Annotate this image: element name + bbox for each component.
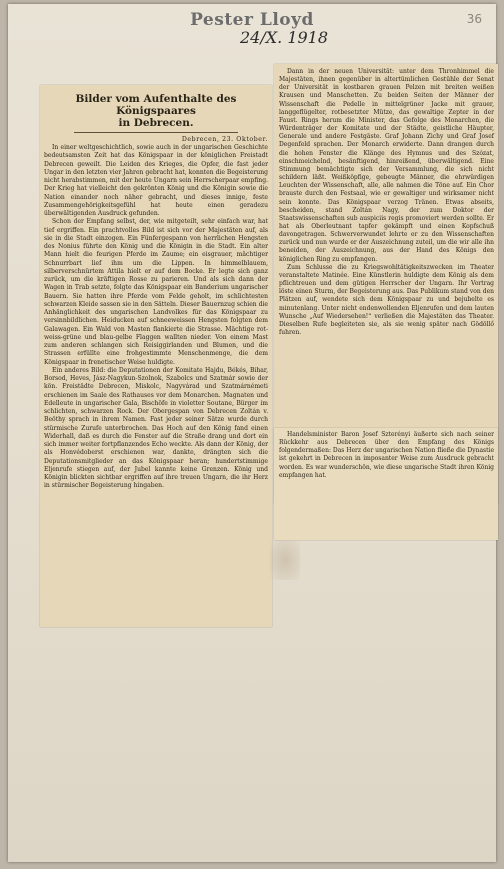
article-headline: [44, 93, 268, 129]
newspaper-masthead: Pester Lloyd: [190, 10, 314, 30]
article-paragraph: Handelsminister Baron Josef Szterényi äußerte sich nach seiner Rückkehr aus Debrecen über den Empfang des Königs folgendermaßen: Das Herz der ungarischen Nation fließe die Dynastie ist gekehrt in Debrecen in imposanter Weise zum Ausdruck gebracht worden. Es war wunderschön, wie diese ungarische Stadt ihren König empfangen hat.: [279, 431, 495, 479]
article-paragraph: Ein anderes Bild: die Deputationen der Komitate Hajdu, Békés, Bihar, Borsod, Heves, Jász-Nagykun-Szolnok, Szabolcs und Szatmár sowie der kön. Freistädte Debrecen, Miskolc, Nagyvárad und Szatmárnémeti erschienen im Saale des Rathauses vor dem Monarchen. Magnaten und Edelleute in ungarischer Gala, Bischöfe in violetter Soutane, Bürger im schlichten, schwarzen Rock. Der Obergespan von Debrecen Zoltán v. Beöthy sprach in ihrem Namen. Fast jeder seiner Sätze wurde durch stürmische Zurufe unterbrochen. Das Hoch auf den König fand einen Widerhall, daß es durch die Fenster auf die Straße drang und dort ein sich immer weiter fortpflanzendes Echo weckte. Als dann der König, der als Honvédoberst erschienen war, dankte, drängten sich die Deputationsmitglieder an das Königspaar heran; hundertstimmige Eljenrufe stiegen auf, der Jubel kannte keine Grenzen. König und Königin blickten sichtbar ergriffen auf ihre treuen Ungarn, die ihr Herz in stürmischer Begeisterung hingaben.: [44, 366, 268, 490]
headline-rule: [74, 132, 238, 133]
left-newspaper-clipping: [40, 85, 272, 627]
article-paragraph: Zum Schlusse die zu Kriegswohltätigkeitszwecken im Theater veranstaltete Matinée. Eine Künstlerin huldigte dem König als dem pflichtreuen und dem gütigen Herrscher der Ungarn. Ihr Vortrag löste einen Sturm, der Begeisterung aus. Das Publikum stand von den Plätzen auf, wendete sich dem Königspaar zu und bejubelte es minutenlang. Unter nicht endenwollenden Eljenrufen und dem lauten Wunsche „Auf Wiedersehen!“ verließen die Majestäten das Theater. Dieselben Rufe begleiteten sie, als sie wenig später nach Gödöllő fuhren.: [279, 263, 494, 336]
handwritten-date: 24/X. 1918: [240, 28, 329, 47]
article-dateline: Debrecen, 23. Oktober.: [181, 136, 268, 143]
paper-stain: [270, 540, 300, 580]
headline-line-2: in Debrecen.: [118, 117, 194, 129]
article-paragraph: Dann in der neuen Universität: unter dem Thronhimmel die Majestäten, ihnen gegenüber in altertümlichen Gestühle der Senat der Universität in kostbaren grauen Pelzen mit breiten weißen Krausen und Manschetten. Zu beiden Seiten der Männer der Wissenschaft die Pedelle in mittelgrüner Jacke mit grauer, langgeflügelter, rotbesetzter Mütze, das gewaltige Zepter in der Faust. Rings herum die Minister, das Gefolge des Monarchen, die Würdenträger der Komitate und der Städte, geistliche Häupter, Generale und andere Festgäste. Graf Johann Zichy und Graf Josef Degenfeld sprachen. Der Monarch erwiderte. Dann drangen durch die hohen Fenster die Klänge des Hymnus und des Szózat, einschmeichelnd, besänftigend, hinreißend, überwältigend. Eine Stimmung bemächtigte sich der Versammlung, die sich nicht schildern läßt. Weißköpfige, gebeugte Männer, die ehrwürdigen Leuchten der Wissenschaft, alle, alle nahmen die Töne auf. Ein Chor brauste durch den Festsaal, wie er gewaltiger und wirksamer nicht sein konnte. Das Königspaar verzog Tränen. Etwas abseits, bescheiden, stand Zoltán Nagy, der zum Doktor der Staatswissenschaften sub auspiciis regis promoviert werden sollte. Er hat als Oberleutnant tapfer gekämpft und einen Kopfschuß davongetragen. Schwerverwundet lehrte er zu den Wissenschaften zurück und nun wurde er der Auszeichnung zuteil, um die wir alle ihn beneiden, der Auszeichnung, aus der Hand des Königs den königlichen Ring zu empfangen.: [279, 68, 494, 263]
small-newspaper-clipping: [274, 428, 498, 540]
article-paragraph: Schon der Empfang selbst, der, wie mitgeteilt, sehr einfach war, hat tief ergriffen. Ein prachtvolles Bild ist sich vor der Majestäten auf, als sie in die Stadt einzogen. Ein Fünfergespann von herrlichen Hengsten des Nonius führte den König und die Königin in die Stadt. Ein alter Mann hielt die feurigen Pferde im Zaume; ein eisgrauer, mächtiger Schnurrbart lief ihm um die Lippen. In himmelblauem, silberverschnürtem Attila hielt er auf dem Bocke. Er legte sich ganz zurück, um die kräftigen Rosse zu parieren. Und als sich dann der Wagen in Trab setzte, folgte das Königspaar ein Banderium ungarischer Bauern. Sie hatten ihre Pferde vom Felde geholt, im schlichtesten schwarzen Kleide sassen sie in den Sätteln. Dieser Bauernzug schien die Anhänglichkeit des ungarischen Landvolkes für das Königspaar zu versinnbildlichen. Heiducken auf schneeweissen Hengsten folgten dem Galawagen. Ein Wald von Masten flankierte die Strasse. Mächtige rot-weiss-grüne und blau-gelbe Flaggen wallten nieder. Von einem Mast zum anderen schlangen sich Reisiggirlanden und Blumen, und die Strassen erfüllte eine frohgestimmte Menschenmenge, die dem Königspaar in frenetischer Weise huldigte.: [44, 218, 268, 366]
headline-line-1: Bilder vom Aufenthalte des Königspaares: [75, 93, 237, 117]
page-number: 36: [466, 12, 482, 26]
article-paragraph: In einer weltgeschichtlich, sowie auch in der ungarischen Geschichte bedeutsamsten Zeit hat das Königspaar in der königlichen Freistadt Debrecen geweilt. Die Leiden des Krieges, die Opfer, die fast jeder Ungar in den letzten vier Jahren gebracht hat, konnten die Begeisterung nicht herabstimmen, mit der heute Ungarn sein Herrscherpaar empfing. Der Krieg hat vielleicht den gekrönten König und die Königin sowie die Nation einander noch näher gebracht, und dieses innige, feste Zusammengehörigkeitsgefühl hat heute einen geradezu überwältigenden Ausdruck gefunden.: [44, 144, 268, 217]
